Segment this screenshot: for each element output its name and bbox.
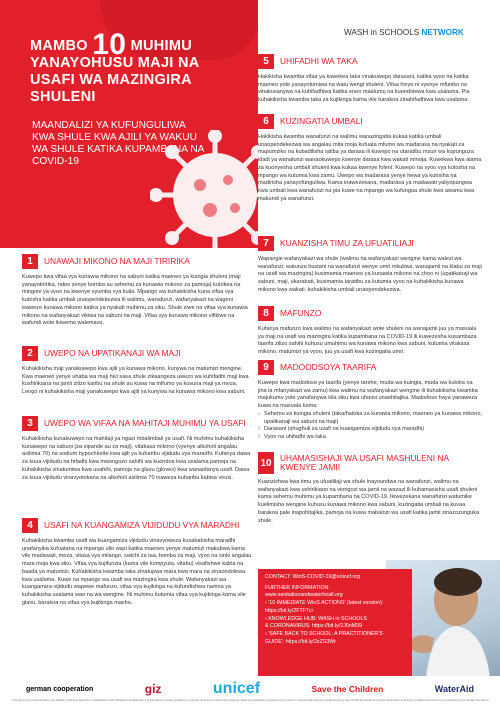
section-number: 9 (258, 360, 274, 375)
bullet-item: › Sehemu za kuingia shuleni (taka/hatoka za kunawa mikono, maeneo ya kunawa mikono, upatikanaji wa sabuni na maji) (258, 411, 482, 426)
footer-note: This document is developed by the WASH in Schools Network in collaboration with UNICEF and WaterAid. It is intended to provide guidance to schools on how to ensure hand hygiene, water and sanitation measures are in place to support safe school operations during the COVID-19 pandemic. Further information and links to additional resources are provided in the contact box above. (12, 698, 490, 702)
section-title: MAFUNZO (280, 308, 322, 318)
unicef-logo: unicef (212, 680, 261, 697)
section-title: UWEPO WA VIFAA NA MAHITAJI MUHIMU YA USAFI (44, 418, 246, 428)
section-body: Kuanzishwa kwa timu ya ufuatiliaji wa shule inayoundwa na wanafunzi, walimu na wafanyakazi kwa ushirikiano na viongozi wa jamii na wazazi ili kuhamasisha usafi shuleni kama sehemu muhimu ya kupambana na COVID-19. Ikiwezekana wanafunzi watumike kuelimisha wengine kuhusu kunawa mikono kwa sabuni, kuzingatia umbali na kuvaa barakoa pale inapohitajika, pamoja na kuwa mabalozi wa usafi katika jamii zinazozunguka shule. (258, 479, 480, 524)
section-body: Kuwepo kwa vifaa vya kunawia mikono na sabuni katika maeneo ya kuingia shuleni (maji yanayotiririka, ndoo zenye bomba au sehemu za kunawia mikono za pamoja) kutokea na mingoni ya vyoo na kwenye vyumba vya kulia. Mpango wa kuhakikisha kuna vifaa vya kutosha katika umbali unaopendekezwa ili walimu, wanafunzi, wafanyakazi na wageni waweze kunawa mikono katika ya nyakati muhimu za siku. Shule ziwe na vifaa vya kunawia mikono na wafanyakazi vikiwa na sabuni na maji. Vifaa vya kunawa mikono vifikiwe na wafundi wote ikiwemo walemavu. (22, 274, 248, 327)
section-number: 8 (258, 306, 274, 321)
contact-email: CONTACT: WinS-COVID-19@unicef.org (265, 574, 361, 580)
section-8 (258, 306, 482, 357)
section-body-text: Kuwepo kwa madodoso ya taarifa (yenye tarehe, muda wa kuingia, muda wa kutoka na jina la mfanyakazi wa zamu) kwa walimu na wafanyakazi wengine ili kuhakikisha kwamba majukumu yote yanafanywa kila siku kwa ufanisi unaohitajika. Madodoso haya yanaweza kuwa na masuala kama: (258, 380, 478, 410)
contact-link-label: › KNOWLEDGE HUB: WASH in SCHOOLS (265, 615, 367, 622)
section-4 (22, 518, 254, 607)
section-title: KUZINGATIA UMBALI (280, 116, 363, 126)
section-body: Kufanya mafunzo kwa walimu na wafanyakazi wote shuleni na wanajamii juu ya masuala ya maji na usafi wa mazingira katika kupambana na COVID-19 ili kuwezesha kusambaza taarifa zilizo sahihi kuhusu umuhimu wa kunawa mikono kwa sabuni, kutumia vitakasa mikono, matumizi ya vyoo, juu ya usafi kwa kuzingatia umri. (258, 326, 477, 356)
header-banner (0, 0, 258, 248)
title-number: 10 (92, 28, 127, 61)
contact-link-label: › 'SAFE BACK TO SCHOOL: A PRACTITIONER'S (265, 630, 383, 637)
bullet-item: › Darasani (shughuli za usafi na kuangamiza vijidudu vya maradhi) (258, 426, 482, 434)
section-body: Kuhakikisha maji yanakuwepo kwa ajili ya kunawa mikono, kunywa na matumizi mengine. Kwa maeneo yenye uhaba wa maji hivi sasa shule zikaangeza uwezo wa kuhifadhi maji kwa kushirikiana na jamii zilizo karibu na shule au kuwa na mifumo ya kuvuna maji ya mvua. Lengo ni kuhakikisha maji yanakuwepo kwa ajili ya kunywa na kunawa mikono kwa sabuni. (22, 366, 249, 396)
network-post: NETWORK (421, 28, 464, 37)
contact-link-label: › '10 IMMEDIATE WinS ACTIONS' (latest version): (265, 600, 384, 607)
network-label (344, 28, 464, 37)
section-title: KUANZISHA TIMU ZA UFUATILIAJI (280, 238, 414, 248)
save-the-children-logo: Save the Children (311, 684, 384, 694)
giz-logo: giz (144, 682, 162, 696)
section-number: 2 (22, 346, 38, 361)
german-cooperation-logo: german cooperation (26, 685, 94, 693)
bullet-item: › Vyoo na uhifadhi wa taka (258, 434, 482, 442)
section-5 (258, 54, 482, 105)
title-post: MUHIMU YANAYOHUSU MAJI NA USAFI WA MAZINGIRA SHULENI (30, 38, 199, 105)
section-number: 5 (258, 54, 274, 69)
section-body: Wapangie wafanyakazi wa shule (walimu na wafanyakazi wengine kama walezi wa wanafunzi, watunza bustani na wanafunzi wenye umri mkubwa, wanajamii na klabu za maji na usafi wa mazingira) kusimamia maeneo ya kunawia mikono na choo ni (upatikanaji wa sabuni, maji, ukarabati, kusimamia taratibu za kutumia vyoo na kuhakikisha kunawa mikono kwa wakati, kuhakikisha umbali unaopendekezwa. (258, 256, 482, 293)
section-number: 4 (22, 518, 38, 533)
section-number: 10 (258, 452, 274, 474)
section-number: 6 (258, 114, 274, 129)
section-body: Hakikisha kwamba vifaa ya kuwekea taka vinakuwepo darasani, katika vyoo na katika maeneo yote yanayotumiwa na watu wengi shuleni. Vifaa hivyo ni vyenye mfuniko na vinakusanywa na kuhifadhiwa katika eneo maalumu na kuondolewa kwa usalama. Pia kuhakikisha kwamba taka za kujikinga kama vile barakoa zinahifadhiwa kwa usalama. (258, 74, 470, 104)
section-body: Kuhakikisha kunakuwepo na mahitaji ya ngazi mbalimbali ya usafi. Ni muhimu kuhakikisha kunawepo na sabuni (za vipande au za maji), vitakasa mikono (vyenye alkoholi angalau asilimia 70) na sodium hypochlorite kwa ajili ya kuharibu vijidudu vya maradhi. Kufanya dawa za kuua vijidudu na hifadhi kwa mwongozo sahihi wa kuondoa kwa usalama pamoja na kuhakikisha vinatumiwa kwa usahihi, pamoja na glavu (gloves) kwa wanaofanya usafi. Dawa za kuua vijidudu vinavyotokana na alkoholi asilimia 70 inaweza kuharibu kabisa virusi. (22, 436, 251, 481)
section-title: MADOODSOYA TAARIFA (280, 362, 377, 372)
contact-link[interactable]: GUIDE': https://bit.ly/2zZS3Wr (265, 638, 336, 645)
section-3 (22, 416, 254, 482)
section-number: 1 (22, 254, 38, 269)
section-2 (22, 346, 254, 397)
contact-further-info: FURTHER INFORMATION: www.sanitationandwaterforall.org (265, 584, 343, 599)
section-body (258, 380, 482, 442)
section-body: Hakikisha kwamba wanafunzi na walimu wanazingatia kukaa katika umbali unaopendekezwa wa angalau mita moja kufuata mfumo wa madarasa na nyakati za mapumziko na kubadilisha ratiba ya darasa ili kuwepo na utaratibu mzuri wa kupunguza idadi ya wanafunzi wanaokuwepo kwenye darasa kwa wakati mmoja. Kuwekwa kwa alama za kuonyesha umbali shuleni kwa kukaa kwenye foleni. Kuwepo na vyoo vya kutosha na mpango wa kutumia kwa zamu. Uwepo wa madarasa yenye hewa ya kutosha na madirisha yanayofunguliwa. Kama inawezekana, madarasa ya madawati yaliyopangwa kwa umbali kwa wanafunzi na pia kuwe na mpango wa kufungua shule kwa awamu kwa makundi ya wanafunzi. (258, 134, 482, 202)
section-number: 3 (22, 416, 38, 431)
title-pre: MAMBO (30, 38, 88, 54)
network-pre: WASH in SCHOOLS (344, 28, 420, 37)
section-title: USAFI NA KUANGAMIZA VIJIDUDU VYA MARADHI (44, 520, 240, 530)
section-7 (258, 236, 482, 295)
section-10 (258, 452, 482, 525)
section-body: Kuhakikisha kwamba usafi wa kuangamiza vijidudu vinavyoweza kusababisha maradhi unafanyika kufuatana na mpango ulio wazi katika maeneo yenye matumizi makubwa kama vile madawati, meza, vitasa vya milango, swichi za taa, bomba za maji, vyoo na sinki angalau mara moja kwa siku. Vifaa vya kujifunzia (kama vile kompyuta, vitabu) visafishwe kabla na baada ya matumizi. Kuhakikisha kwamba taka zinatupwa mara kwa mara na zinaondolewa kwa usalama. Kuwe na mpango wa usafi wa mazingira kwa shule. Wafanyakazi wa kuangamiza vijidudu wapewe mafunzo, vifaa vya kujikinga na kufundishwa namna ya kuhakikisha usalama wao na wa wengine. Ni muhimu kutumia vifaa vya kujikinga kama vile glavu, barakoa na vifaa vya kujikinga macho. (22, 538, 252, 606)
section-title: UHIFADHI WA TAKA (280, 56, 358, 66)
contact-link[interactable]: https://bit.ly/2FTF7cr (265, 607, 314, 614)
section-title: UNAWAJI MIKONO NA MAJI TIRIRIKA (44, 256, 190, 266)
page-subtitle: MAANDALIZI YA KUFUNGULIWA KWA SHULE KWA AJILI YA WAKUU WA SHULE KATIKA KUPAMBANA NA COVID-19 (32, 120, 204, 167)
section-9 (258, 360, 482, 442)
section-1 (22, 254, 254, 328)
wateraid-logo: WaterAid (434, 684, 474, 694)
contact-link[interactable]: & CORONAVIRUS: https://bit.ly/2J0nM39 (265, 623, 363, 630)
section-number: 7 (258, 236, 274, 251)
page-title (30, 28, 240, 106)
section-title: UWEPO NA UPATIKANAJI WA MAJI (44, 348, 181, 358)
section-6 (258, 114, 482, 203)
contact-box (258, 569, 412, 679)
section-title: UHAMASISHAJI WA USAFI MASHULENI NA KWENYE JAMII (280, 453, 449, 472)
